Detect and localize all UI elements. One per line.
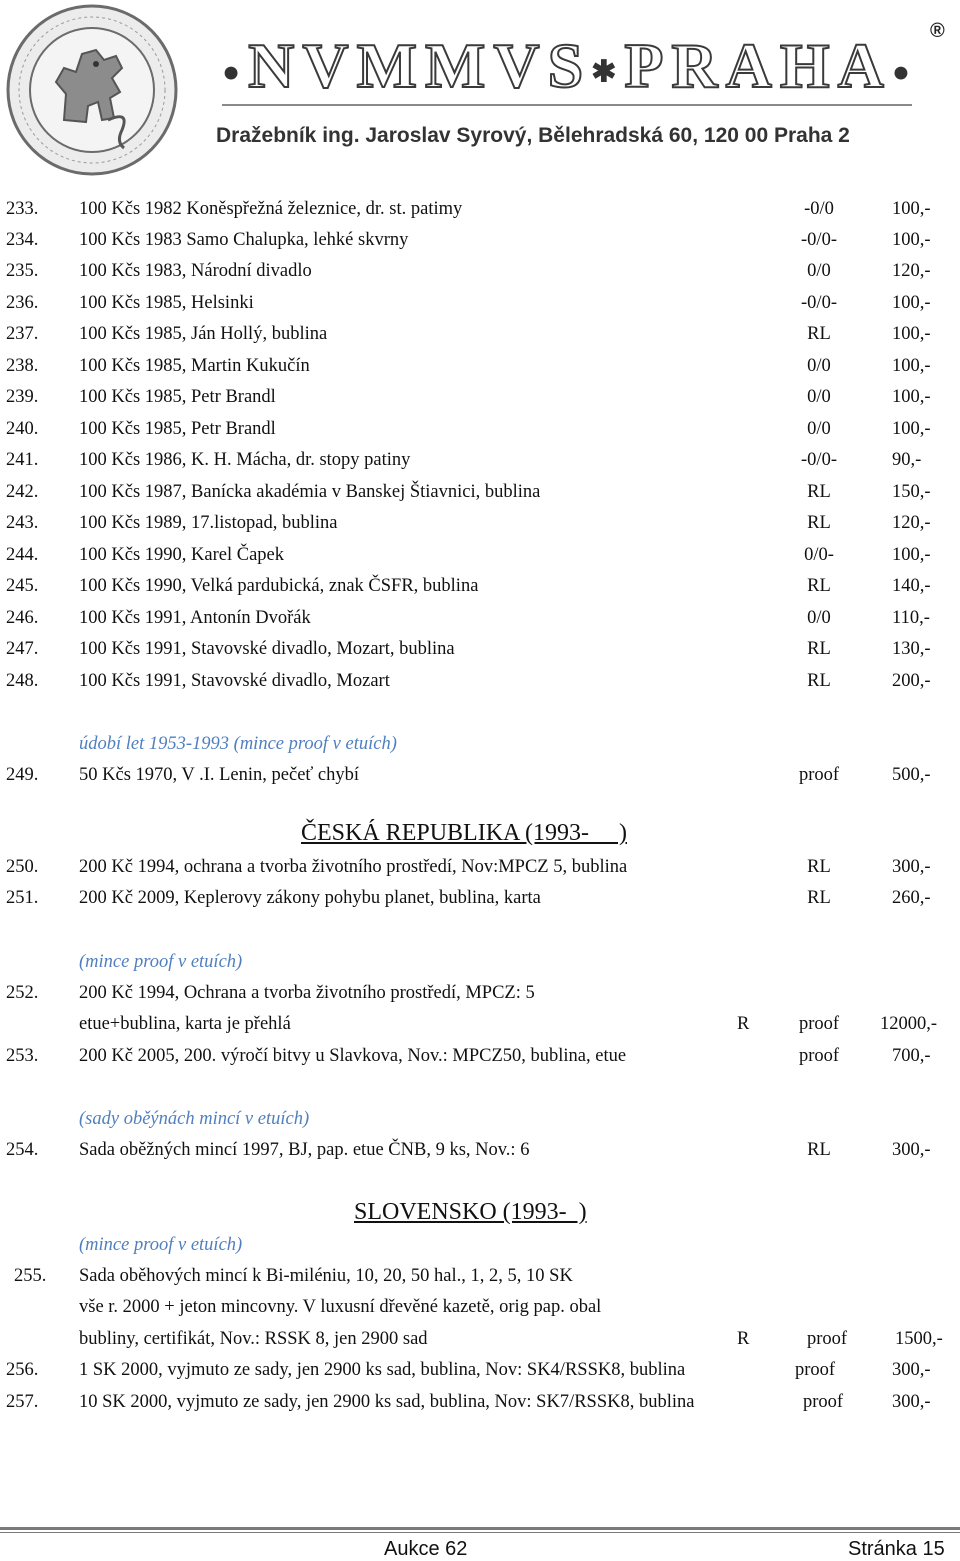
lot-price: 1500,-: [895, 1329, 943, 1349]
lot-description: bubliny, certifikát, Nov.: RSSK 8, jen 2900 sad: [79, 1329, 428, 1349]
lot-row: [0, 667, 960, 695]
lot-row-continuation: [0, 1325, 960, 1353]
lot-row: [0, 572, 960, 600]
lot-row: [0, 884, 960, 912]
lot-description: 200 Kč 1994, ochrana a tvorba životního prostředí, Nov:MPCZ 5, bublina: [79, 857, 628, 877]
lot-number: 247.: [6, 639, 39, 659]
lot-price: 100,-: [892, 293, 931, 313]
lot-price: 12000,-: [880, 1014, 938, 1034]
lot-description: Sada oběhových mincí k Bi-miléniu, 10, 20, 50 hal., 1, 2, 5, 10 SK: [79, 1266, 573, 1286]
lot-price: 200,-: [892, 671, 931, 691]
lot-grade: 0/0-: [804, 545, 834, 565]
lot-description: 100 Kčs 1983 Samo Chalupka, lehké skvrny: [79, 230, 409, 250]
lot-grade: proof: [806, 1329, 848, 1349]
subsection-heading: (sady oběýnách mincí v etuích): [79, 1109, 310, 1129]
lot-price: 100,-: [892, 230, 931, 250]
lot-price: 300,-: [892, 1392, 931, 1412]
section-heading-slovakia: SLOVENSKO (1993- ): [354, 1199, 587, 1225]
lot-grade: RL: [807, 639, 831, 659]
lot-number: 250.: [6, 857, 39, 877]
lot-number: 239.: [6, 387, 39, 407]
lot-grade: RL: [807, 576, 831, 596]
lot-price: 260,-: [892, 888, 931, 908]
lot-price: 100,-: [892, 324, 931, 344]
lot-number: 246.: [6, 608, 39, 628]
lot-price: 140,-: [892, 576, 931, 596]
lot-row: [0, 853, 960, 881]
lot-grade: proof: [798, 1014, 840, 1034]
lot-row: [0, 1356, 960, 1384]
subsection-heading: (mince proof v etuích): [79, 952, 243, 972]
lot-grade: proof: [798, 1046, 840, 1066]
lot-row: [0, 1262, 960, 1290]
lot-number: 243.: [6, 513, 39, 533]
lot-description: 100 Kčs 1991, Antonín Dvořák: [79, 608, 311, 628]
lot-description: 100 Kčs 1983, Národní divadlo: [79, 261, 312, 281]
lot-grade: RL: [807, 671, 831, 691]
lot-number: 255.: [14, 1266, 47, 1286]
lot-number: 245.: [6, 576, 39, 596]
lot-row: [0, 289, 960, 317]
lot-row: [0, 541, 960, 569]
lot-description: 100 Kčs 1989, 17.listopad, bublina: [79, 513, 338, 533]
lot-row: [0, 635, 960, 663]
lot-grade: -0/0-: [801, 230, 837, 250]
lot-row-continuation: [0, 1010, 960, 1038]
lot-grade: -0/0: [804, 199, 834, 219]
lot-number: 253.: [6, 1046, 39, 1066]
lot-description: 100 Kčs 1985, Petr Brandl: [79, 387, 276, 407]
lot-price: 100,-: [892, 419, 931, 439]
lot-description: 50 Kčs 1970, V .I. Lenin, pečeť chybí: [79, 765, 360, 785]
lot-price: 300,-: [892, 1360, 931, 1380]
lot-grade: RL: [807, 1140, 831, 1160]
lot-description: 10 SK 2000, vyjmuto ze sady, jen 2900 ks sad, bublina, Nov: SK7/RSSK8, bublina: [79, 1392, 695, 1412]
lot-number: 234.: [6, 230, 39, 250]
coin-seal-logo: [4, 2, 180, 178]
lot-row: [0, 415, 960, 443]
lot-grade: 0/0: [807, 608, 831, 628]
lot-row: [0, 1388, 960, 1416]
lot-description: 100 Kčs 1990, Karel Čapek: [79, 545, 284, 565]
lot-price: 500,-: [892, 765, 931, 785]
lot-price: 100,-: [892, 199, 931, 219]
lot-description: 100 Kčs 1982 Koněspřežná železnice, dr. st. patimy: [79, 199, 463, 219]
lot-number: 249.: [6, 765, 39, 785]
lot-grade: RL: [807, 888, 831, 908]
lot-description: vše r. 2000 + jeton mincovny. V luxusní dřevěné kazetě, orig pap. obal: [79, 1297, 602, 1317]
lot-grade: proof: [798, 765, 840, 785]
lot-number: 251.: [6, 888, 39, 908]
footer-auction-label: Aukce 62: [384, 1538, 468, 1560]
lot-grade: proof: [794, 1360, 836, 1380]
lot-row: [0, 352, 960, 380]
lot-number: 244.: [6, 545, 39, 565]
lot-row: [0, 226, 960, 254]
lot-row: [0, 604, 960, 632]
lot-description: 100 Kčs 1987, Banícka akadémia v Banskej Štiavnici, bublina: [79, 482, 541, 502]
lot-number: 237.: [6, 324, 39, 344]
lot-number: 238.: [6, 356, 39, 376]
lot-description: 100 Kčs 1991, Stavovské divadlo, Mozart: [79, 671, 390, 691]
lot-rarity-flag: R: [737, 1014, 750, 1034]
lot-grade: RL: [807, 482, 831, 502]
lot-row-continuation: [0, 1293, 960, 1321]
lot-number: 242.: [6, 482, 39, 502]
auctioneer-address: Dražebník ing. Jaroslav Syrový, Bělehradská 60, 120 00 Praha 2: [216, 124, 850, 147]
lot-price: 130,-: [892, 639, 931, 659]
lot-price: 300,-: [892, 857, 931, 877]
lot-number: 252.: [6, 983, 39, 1003]
lot-number: 257.: [6, 1392, 39, 1412]
lot-description: 100 Kčs 1985, Martin Kukučín: [79, 356, 310, 376]
lot-grade: 0/0: [807, 261, 831, 281]
lot-description: 100 Kčs 1985, Helsinki: [79, 293, 254, 313]
lot-description: 200 Kč 1994, Ochrana a tvorba životního prostředí, MPCZ: 5: [79, 983, 535, 1003]
lot-price: 90,-: [892, 450, 922, 470]
lot-grade: RL: [807, 513, 831, 533]
lot-row: [0, 446, 960, 474]
footer-divider-thin: [0, 1532, 960, 1533]
lot-price: 120,-: [892, 261, 931, 281]
lot-grade: 0/0: [807, 387, 831, 407]
lot-description: 100 Kčs 1991, Stavovské divadlo, Mozart, bublina: [79, 639, 455, 659]
subsection-heading: údobí let 1953-1993 (mince proof v etuích): [79, 734, 397, 754]
lot-row: [0, 478, 960, 506]
lot-grade: -0/0-: [801, 450, 837, 470]
lot-grade: proof: [802, 1392, 844, 1412]
registered-mark: ®: [930, 20, 945, 42]
lot-price: 100,-: [892, 356, 931, 376]
lot-description: 100 Kčs 1990, Velká pardubická, znak ČSFR, bublina: [79, 576, 479, 596]
lot-grade: 0/0: [807, 356, 831, 376]
page-header: [0, 0, 960, 185]
lot-row: [0, 979, 960, 1007]
section-heading-czech-republic: ČESKÁ REPUBLIKA (1993- ): [301, 820, 628, 846]
lot-description: 1 SK 2000, vyjmuto ze sady, jen 2900 ks sad, bublina, Nov: SK4/RSSK8, bublina: [79, 1360, 686, 1380]
footer-page-number: Stránka 15: [848, 1538, 945, 1560]
lot-row: [0, 1136, 960, 1164]
lot-price: 150,-: [892, 482, 931, 502]
lot-rarity-flag: R: [737, 1329, 750, 1349]
lot-price: 120,-: [892, 513, 931, 533]
lot-price: 100,-: [892, 545, 931, 565]
lot-grade: -0/0-: [801, 293, 837, 313]
lot-row: [0, 257, 960, 285]
lot-number: 233.: [6, 199, 39, 219]
lot-grade: RL: [807, 324, 831, 344]
subsection-heading: (mince proof v etuích): [79, 1235, 243, 1255]
lot-row: [0, 761, 960, 789]
lot-number: 254.: [6, 1140, 39, 1160]
lot-description: 100 Kčs 1985, Petr Brandl: [79, 419, 276, 439]
lot-description: 200 Kč 2009, Keplerovy zákony pohybu planet, bublina, karta: [79, 888, 541, 908]
lot-row: [0, 383, 960, 411]
lot-description: 200 Kč 2005, 200. výročí bitvy u Slavkova, Nov.: MPCZ50, bublina, etue: [79, 1046, 627, 1066]
lot-number: 240.: [6, 419, 39, 439]
lot-price: 300,-: [892, 1140, 931, 1160]
lot-number: 241.: [6, 450, 39, 470]
footer-divider: [0, 1527, 960, 1530]
lot-number: 248.: [6, 671, 39, 691]
lot-description: Sada oběžných mincí 1997, BJ, pap. etue ČNB, 9 ks, Nov.: 6: [79, 1140, 530, 1160]
lot-description: etue+bublina, karta je přehlá: [79, 1014, 291, 1034]
lot-row: [0, 1042, 960, 1070]
lot-price: 700,-: [892, 1046, 931, 1066]
lot-row: [0, 509, 960, 537]
lot-price: 100,-: [892, 387, 931, 407]
brand-underline: [222, 104, 912, 106]
lot-price: 110,-: [892, 608, 930, 628]
lot-number: 256.: [6, 1360, 39, 1380]
lot-row: [0, 320, 960, 348]
lot-number: 235.: [6, 261, 39, 281]
lot-row: [0, 195, 960, 223]
lot-grade: 0/0: [807, 419, 831, 439]
brand-wordmark: ●NVMMVS✱PRAHA●: [222, 30, 918, 101]
lot-grade: RL: [807, 857, 831, 877]
lot-number: 236.: [6, 293, 39, 313]
lot-description: 100 Kčs 1985, Ján Hollý, bublina: [79, 324, 328, 344]
lot-description: 100 Kčs 1986, K. H. Mácha, dr. stopy patiny: [79, 450, 411, 470]
